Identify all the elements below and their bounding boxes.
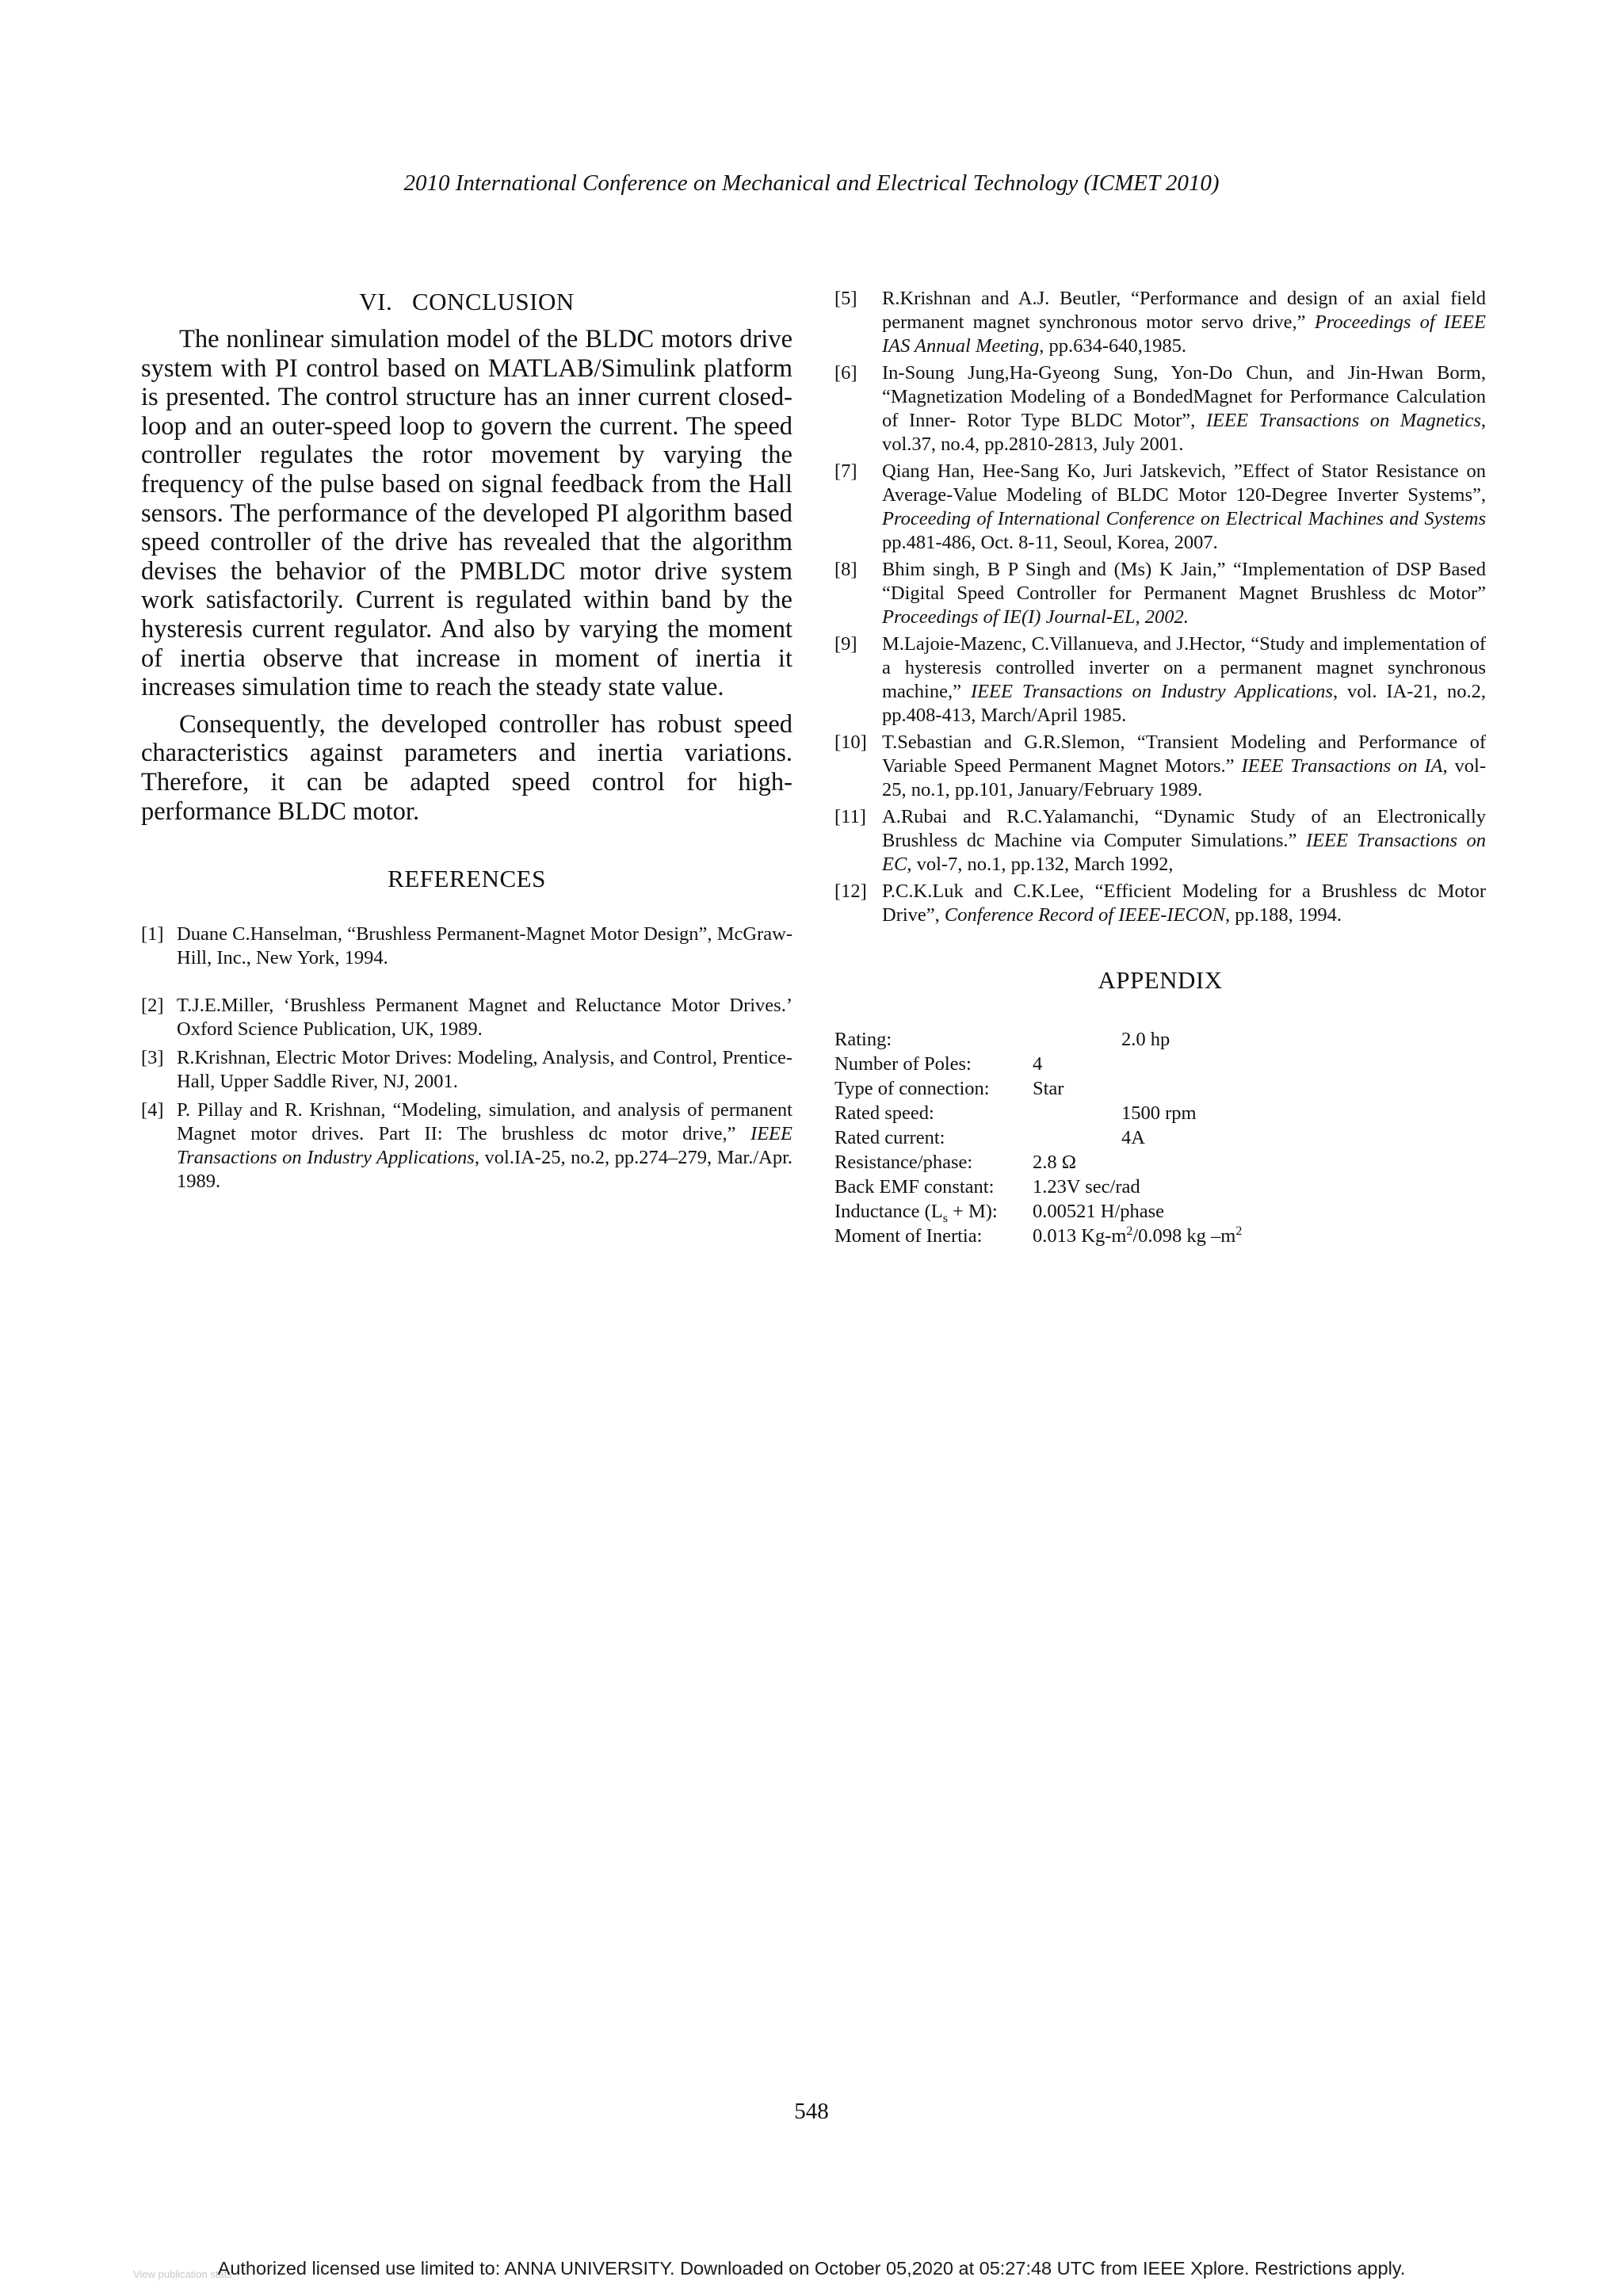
spec-value [1033, 1027, 1242, 1052]
spec-label [834, 1199, 1033, 1224]
spec-value [1033, 1224, 1242, 1248]
spec-value: 1.23V sec/rad [1033, 1176, 1140, 1198]
right-column [834, 287, 1486, 1248]
reference-details: , pp.188, 1994. [1224, 904, 1342, 926]
spec-label: Rated speed: [834, 1102, 934, 1124]
reference-text: In-Soung Jung,Ha-Gyeong Sung, Yon-Do Chun, and Jin-Hwan Borm, “Magnetization Modeling of a BondedMagnet for Performance Calculation of Inner- Rotor Type BLDC Motor”, [882, 362, 1486, 431]
reference-text: Bhim singh, B P Singh and (Ms) K Jain,” “Implementation of DSP Based “Digital Speed Controller for Permanent Magnet Brushless dc Motor” [882, 559, 1486, 604]
spec-value [1033, 1125, 1242, 1150]
spec-label-subscript: s [942, 1211, 948, 1225]
reference-details: , vol-25, no.1, pp.101, January/February 1989. [882, 755, 1486, 800]
reference-journal: IEEE Transactions on EC [882, 830, 1486, 875]
reference-journal: IEEE Transactions on Industry Applications [177, 1123, 792, 1169]
reference-item [141, 1046, 792, 1094]
spec-label: Rating: [834, 1029, 892, 1050]
conference-header: 2010 International Conference on Mechanical and Electrical Technology (ICMET 2010) [403, 170, 1220, 196]
reference-number: [4] [141, 1099, 164, 1121]
reference-text: T.Sebastian and G.R.Slemon, “Transient Modeling and Performance of Variable Speed Permanent Magnet Motors.” [882, 732, 1486, 777]
spec-value-superscript: 2 [1235, 1224, 1243, 1238]
conclusion-heading: VI. CONCLUSION [359, 288, 575, 315]
license-footer: Authorized licensed use limited to: ANNA UNIVERSITY. Downloaded on October 05,2020 at 05:27:48 UTC from IEEE Xplore. Restrictions apply. [217, 2258, 1406, 2279]
references-list-right [834, 287, 1486, 927]
reference-journal: Proceedings of IEEE IAS Annual Meeting [882, 311, 1486, 357]
references-heading: REFERENCES [388, 865, 546, 893]
spec-label-text: Inductance (L [834, 1201, 943, 1222]
reference-number: [10] [834, 732, 867, 753]
spec-value-text: /0.098 kg –m [1132, 1225, 1236, 1247]
reference-item [834, 287, 1486, 358]
table-row [834, 1125, 1242, 1150]
spec-value-text: 1500 rpm [1121, 1102, 1197, 1124]
table-row [834, 1150, 1242, 1175]
reference-text: R.Krishnan, Electric Motor Drives: Modeling, Analysis, and Control, Prentice-Hall, Upper Saddle River, NJ, 2001. [177, 1047, 792, 1093]
reference-text: P.C.K.Luk and C.K.Lee, “Efficient Modeling for a Brushless dc Motor Drive”, [882, 881, 1486, 926]
reference-text: P. Pillay and R. Krishnan, “Modeling, simulation, and analysis of permanent Magnet motor drives. Part II: The brushless dc motor drive,” [177, 1099, 792, 1145]
spec-value: 4 [1033, 1053, 1043, 1075]
reference-text: T.J.E.Miller, ‘Brushless Permanent Magnet and Reluctance Motor Drives.’ Oxford Science Publication, UK, 1989. [177, 995, 792, 1041]
reference-details: , vol-7, no.1, pp.132, March 1992, [907, 854, 1174, 875]
reference-item [834, 805, 1486, 877]
reference-item [834, 558, 1486, 629]
spec-value-text: 0.013 Kg-m [1033, 1225, 1127, 1247]
reference-number: [9] [834, 633, 857, 655]
table-row [834, 1027, 1242, 1052]
reference-number: [11] [834, 806, 866, 827]
conclusion-paragraph-1: The nonlinear simulation model of the BLDC motors drive system with PI control based on MATLAB/Simulink platform is presented. The control structure has an inner current closed-loop and an outer-speed loop to govern the current. The speed controller regulates the rotor movement by varying the frequency of the pulse based on signal feedback from the Hall sensors. The performance of the developed PI algorithm based speed controller of the drive has revealed that the algorithm devises the behavior of the PMBLDC motor drive system work satisfactorily. Current is regulated within band by the hysteresis current regulator. And also by varying the moment of inertia observe that increase in moment of inertia it increases simulation time to reach the steady state value. [141, 325, 792, 702]
table-row [834, 1175, 1242, 1199]
reference-item [834, 731, 1486, 802]
table-row [834, 1101, 1242, 1125]
spec-value [1033, 1101, 1242, 1125]
reference-item [141, 923, 792, 970]
spec-label: Moment of Inertia: [834, 1225, 983, 1247]
reference-details: pp.481-486, Oct. 8-11, Seoul, Korea, 2007. [882, 532, 1218, 553]
spec-label: Number of Poles: [834, 1053, 972, 1075]
reference-number: [6] [834, 362, 857, 384]
spec-value-superscript: 2 [1126, 1224, 1133, 1238]
reference-journal: Proceedings of IE(I) Journal-EL, 2002. [882, 606, 1189, 628]
reference-journal: IEEE Transactions on Magnetics [1205, 410, 1481, 431]
reference-number: [1] [141, 923, 164, 946]
references-list-left [141, 923, 792, 1194]
reference-number: [5] [834, 288, 857, 309]
reference-item [141, 994, 792, 1041]
reference-details: , vol.37, no.4, pp.2810-2813, July 2001. [882, 410, 1486, 455]
spec-label: Resistance/phase: [834, 1152, 973, 1173]
reference-item [834, 460, 1486, 555]
reference-number: [12] [834, 881, 867, 902]
publication-watermark: View publication stats [133, 2268, 232, 2280]
reference-text: R.Krishnan and A.J. Beutler, “Performance and design of an axial field permanent magnet synchronous motor servo drive,” [882, 288, 1486, 333]
spec-value-text: 4A [1121, 1127, 1145, 1148]
reference-journal: Conference Record of IEEE-IECON [944, 904, 1225, 926]
spec-value: 2.8 Ω [1033, 1152, 1076, 1173]
spec-label: Back EMF constant: [834, 1176, 995, 1198]
reference-text: M.Lajoie-Mazenc, C.Villanueva, and J.Hector, “Study and implementation of a hysteresis controlled inverter on a permanent magnet synchronous machine,” [882, 633, 1486, 702]
spec-label: Rated current: [834, 1127, 945, 1148]
reference-number: [8] [834, 559, 857, 580]
reference-journal: IEEE Transactions on Industry Applications [970, 681, 1333, 702]
reference-number: [3] [141, 1047, 164, 1069]
reference-item [834, 880, 1486, 927]
reference-journal: IEEE Transactions on IA [1241, 755, 1443, 777]
reference-number: [7] [834, 460, 857, 482]
conclusion-paragraph-2: Consequently, the developed controller has robust speed characteristics against parameters and inertia variations. Therefore, it can be adapted speed control for high-performance BLDC motor. [141, 709, 792, 826]
reference-text: Qiang Han, Hee-Sang Ko, Juri Jatskevich, ”Effect of Stator Resistance on Average-Value Modeling of BLDC Motor 120-Degree Inverter Systems”, [882, 460, 1486, 506]
reference-details: , pp.634-640,1985. [1039, 335, 1187, 357]
spec-value-text: 2.0 hp [1121, 1029, 1170, 1050]
spec-label: Type of connection: [834, 1078, 990, 1099]
reference-text: A.Rubai and R.C.Yalamanchi, “Dynamic Study of an Electronically Brushless dc Machine via Computer Simulations.” [882, 806, 1486, 851]
reference-details: , vol. IA-21, no.2, pp.408-413, March/April 1985. [882, 681, 1486, 726]
spec-label-text: + M): [947, 1201, 998, 1222]
table-row [834, 1052, 1242, 1076]
appendix-spec-table [834, 1027, 1242, 1248]
page-number: 548 [794, 2099, 829, 2124]
reference-details: , vol.IA-25, no.2, pp.274–279, Mar./Apr. 1989. [177, 1147, 793, 1193]
left-column [141, 287, 792, 1198]
table-row [834, 1076, 1242, 1101]
reference-journal: Proceeding of International Conference on Electrical Machines and Systems [882, 508, 1486, 529]
spec-value: 0.00521 H/phase [1033, 1201, 1165, 1222]
table-row [834, 1199, 1242, 1224]
spec-value: Star [1033, 1078, 1064, 1099]
reference-item [141, 1098, 792, 1194]
reference-item [834, 361, 1486, 457]
appendix-heading: APPENDIX [1098, 966, 1223, 994]
reference-item [834, 632, 1486, 728]
reference-text: Duane C.Hanselman, “Brushless Permanent-Magnet Motor Design”, McGraw-Hill, Inc., New York, 1994. [177, 923, 792, 969]
reference-number: [2] [141, 995, 164, 1017]
table-row [834, 1224, 1242, 1248]
